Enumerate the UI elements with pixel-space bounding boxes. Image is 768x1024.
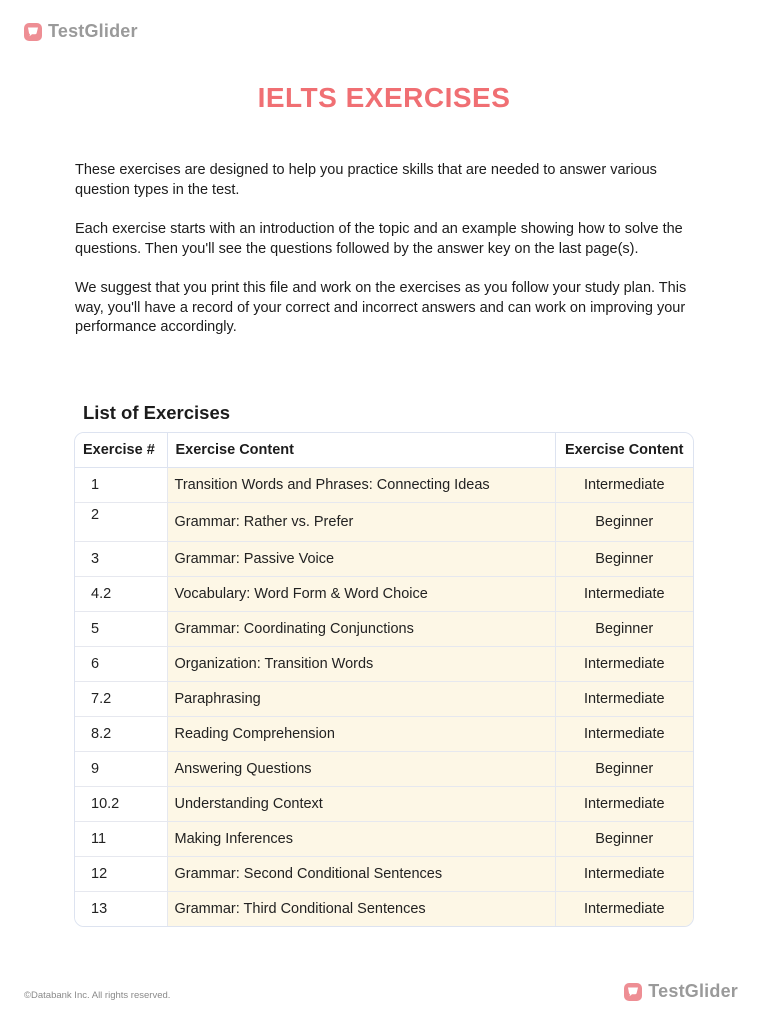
intro-paragraph: We suggest that you print this file and work on the exercises as you follow your study plan. This way, you'll have a record of your correct and incorrect answers and can work on improving your performance accordingly.: [75, 280, 687, 335]
chat-bubble-icon: [624, 983, 642, 1001]
intro-paragraph: Each exercise starts with an introduction of the topic and an example showing how to solve the questions. Then you'll see the questions followed by the answer key on the last page(s).: [75, 221, 683, 257]
table-header-row: [75, 433, 693, 468]
exercise-level: Intermediate: [555, 577, 693, 612]
exercise-number: 6: [75, 647, 167, 682]
table-row: [75, 787, 693, 822]
table-row: [75, 503, 693, 542]
exercise-level: Beginner: [555, 822, 693, 857]
exercise-level: Intermediate: [555, 468, 693, 503]
exercise-level: Intermediate: [555, 892, 693, 927]
table-row: [75, 612, 693, 647]
exercise-number: 2: [75, 503, 167, 542]
exercise-level: Beginner: [555, 542, 693, 577]
exercise-level: Intermediate: [555, 682, 693, 717]
exercise-number: 13: [75, 892, 167, 927]
header-logo: [24, 21, 138, 42]
exercises-table: [74, 432, 694, 927]
header-exercise-content: Exercise Content: [167, 433, 555, 468]
exercise-level: Beginner: [555, 612, 693, 647]
exercise-level: Intermediate: [555, 787, 693, 822]
table-row: [75, 682, 693, 717]
exercise-number: 7.2: [75, 682, 167, 717]
exercise-level: Beginner: [555, 503, 693, 542]
exercise-content: Grammar: Second Conditional Sentences: [167, 857, 555, 892]
exercise-content: Grammar: Rather vs. Prefer: [167, 503, 555, 542]
exercise-number: 1: [75, 468, 167, 503]
exercise-level: Intermediate: [555, 647, 693, 682]
exercise-content: Understanding Context: [167, 787, 555, 822]
exercise-content: Organization: Transition Words: [167, 647, 555, 682]
exercise-number: 12: [75, 857, 167, 892]
table-row: [75, 468, 693, 503]
header-exercise-level: Exercise Content: [555, 433, 693, 468]
exercise-content: Vocabulary: Word Form & Word Choice: [167, 577, 555, 612]
header-exercise-number: Exercise #: [75, 433, 167, 468]
brand-name: TestGlider: [648, 981, 738, 1001]
table-row: [75, 822, 693, 857]
table-row: [75, 717, 693, 752]
footer-logo: [624, 981, 738, 1002]
exercise-number: 3: [75, 542, 167, 577]
exercise-content: Answering Questions: [167, 752, 555, 787]
page-title: IELTS EXERCISES: [257, 82, 511, 113]
exercise-level: Intermediate: [555, 717, 693, 752]
chat-bubble-icon: [24, 23, 42, 41]
exercise-content: Grammar: Passive Voice: [167, 542, 555, 577]
table-row: [75, 892, 693, 927]
list-heading: List of Exercises: [83, 402, 231, 423]
table-row: [75, 647, 693, 682]
exercise-content: Grammar: Third Conditional Sentences: [167, 892, 555, 927]
exercise-level: Beginner: [555, 752, 693, 787]
exercise-number: 9: [75, 752, 167, 787]
brand-name: TestGlider: [48, 21, 138, 41]
copyright-text: ©Databank Inc. All rights reserved.: [24, 990, 171, 1001]
intro-paragraph: These exercises are designed to help you practice skills that are needed to answer various question types in the test.: [75, 162, 657, 198]
exercise-content: Paraphrasing: [167, 682, 555, 717]
exercise-level: Intermediate: [555, 857, 693, 892]
exercise-number: 11: [75, 822, 167, 857]
intro-text: [75, 161, 705, 358]
exercise-number: 5: [75, 612, 167, 647]
exercise-content: Transition Words and Phrases: Connecting Ideas: [167, 468, 555, 503]
exercise-content: Reading Comprehension: [167, 717, 555, 752]
exercise-content: Making Inferences: [167, 822, 555, 857]
table-row: [75, 542, 693, 577]
exercise-number: 8.2: [75, 717, 167, 752]
table-row: [75, 857, 693, 892]
exercise-number: 4.2: [75, 577, 167, 612]
table-row: [75, 577, 693, 612]
exercise-number: 10.2: [75, 787, 167, 822]
exercise-content: Grammar: Coordinating Conjunctions: [167, 612, 555, 647]
table-row: [75, 752, 693, 787]
